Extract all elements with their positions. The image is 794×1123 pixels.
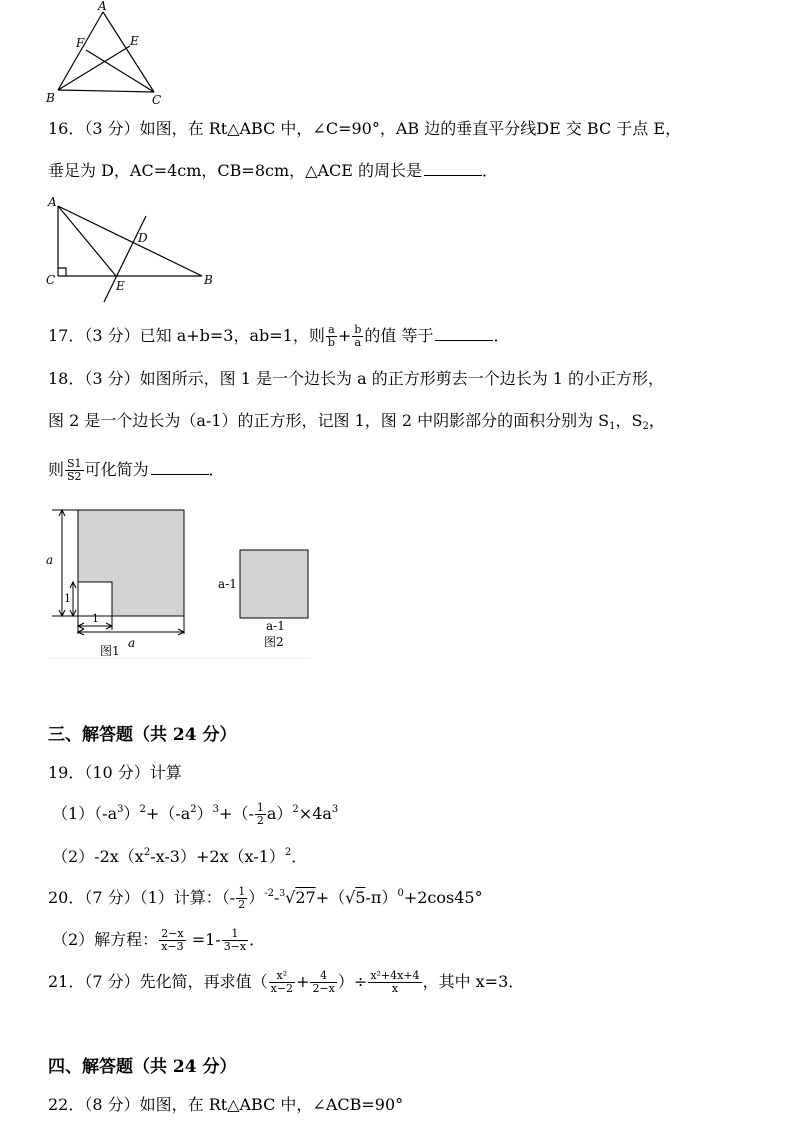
q20-part2: （2）解方程： $\frac{2-x}{x-3}$ =1- $\frac{1}{3-x}$ ． [52, 927, 266, 953]
fraction-a-over-b: $\frac{a}{b}$ [327, 323, 335, 349]
caption-figure-2: 图2 [264, 635, 284, 649]
label-a-minus-1-left: a-1 [218, 577, 237, 591]
section-3-heading: 三、解答题（共 24 分） [48, 725, 237, 745]
subscript-1: 1 [609, 421, 616, 432]
q19-heading: 19．（10 分）计算 [48, 763, 182, 782]
q21-line: 21．（7 分）先化简，再求值（ $\frac{\text{x²}}{x-2}$ + $\frac{4}{2-x}$ ）÷ $\frac{\text{x²+4x+4}}{x}$ ，其中 x=3． [48, 969, 525, 995]
label-b: B [46, 91, 55, 105]
q18-line3 [48, 458, 225, 483]
fraction-4-over-2-x: $\frac{4}{2-x}$ [312, 969, 335, 995]
caption-figure-1: 图1 [100, 644, 120, 658]
answer-blank [151, 460, 209, 475]
label-1-left: 1 [64, 592, 71, 605]
label-1-bottom: 1 [92, 612, 99, 625]
q18-line1: 18．（3 分）如图所示，图 1 是一个边长为 a 的正方形剪去一个边长为 1 的小正方形， [48, 369, 665, 388]
fraction-poly-over-x: $\frac{\text{x²+4x+4}}{x}$ [370, 969, 420, 995]
q17-post: 的值 等于 [364, 326, 434, 345]
label-c: C [152, 93, 162, 107]
fraction-one-half: $\frac{1}{2}$ [256, 801, 264, 827]
label-a-bottom: a [128, 636, 136, 650]
q17-line [48, 324, 509, 349]
label-a: A [98, 0, 107, 13]
triangle-figure-16 [40, 194, 230, 306]
fraction-x2-over-x-2: $\frac{\text{x²}}{x-2}$ [270, 969, 294, 995]
q16-line2 [48, 160, 498, 182]
q17-pre: 17．（3 分）已知 a+b=3，ab=1，则 [48, 326, 325, 345]
q19-part2: $(2)-2x(x^2-x-3)+2x(x-1)^2$． [52, 847, 308, 866]
subscript-2: 2 [642, 421, 649, 432]
q19-part1: $(1)(-a^3)^2+(-a^2)^3+(-$ $\frac{1}{2}$ $a)^2\times 4a^3$ [52, 801, 339, 827]
q16-end: ． [482, 161, 499, 180]
radical-sign-icon: √ [345, 888, 356, 907]
label-a-minus-1-bottom: a-1 [266, 619, 285, 633]
q18-line2-text: 图 2 是一个边长为（a-1）的正方形，记图 1，图 2 中阴影部分的面积分别为 S [48, 411, 610, 430]
fraction-s1-over-s2: $\frac{S1}{S2}$ [67, 457, 82, 483]
q16-line2-text: 垂足为 D，AC=4cm，CB=8cm，△ACE 的周长是 [48, 161, 423, 180]
q18-line2-mid: ，S [615, 411, 643, 430]
q17-end: ． [493, 326, 510, 345]
square-figures-18 [40, 502, 330, 662]
label-c: C [46, 273, 56, 287]
label-d: D [138, 231, 148, 245]
fraction-one-half: $\frac{1}{2}$ [238, 885, 246, 911]
q16-line1: 16．（3 分）如图，在 Rt△ABC 中，∠C=90°，AB 边的垂直平分线DE 交 BC 于点 E， [48, 119, 682, 138]
fraction-b-over-a: $\frac{b}{a}$ [354, 323, 362, 349]
q18-line3-post: 可化简为 [84, 460, 149, 479]
q22-line: 22．（8 分）如图，在 Rt△ABC 中，∠ACB=90° [48, 1095, 404, 1114]
q20-part1: 20．（7 分）（1）计算：（- $\frac{1}{2}$ ）$^{-2}-^3√27+(√5-\pi)^0+2\cos 45^\circ$ [48, 885, 483, 911]
triangle-figure-15 [40, 0, 180, 108]
section-4-heading: 四、解答题（共 24 分） [48, 1057, 237, 1077]
q17-plus: + [337, 326, 352, 345]
fraction-1-over-3-x: $\frac{1}{3-x}$ [223, 927, 247, 953]
q18-line2-end: ， [648, 411, 665, 430]
label-b: B [204, 273, 213, 287]
label-e: E [116, 279, 125, 293]
label-a-left: a [46, 553, 54, 567]
q18-end: ． [208, 460, 225, 479]
label-e: E [130, 34, 139, 48]
fraction-2-x-over-x-3: $\frac{2-x}{x-3}$ [161, 927, 184, 953]
answer-blank [435, 326, 493, 341]
q18-line2 [48, 410, 665, 432]
label-f: F [76, 36, 85, 50]
answer-blank [424, 161, 482, 176]
radical-sign-icon: √ [285, 888, 296, 907]
q18-line3-pre: 则 [48, 460, 65, 479]
label-a: A [48, 195, 57, 209]
